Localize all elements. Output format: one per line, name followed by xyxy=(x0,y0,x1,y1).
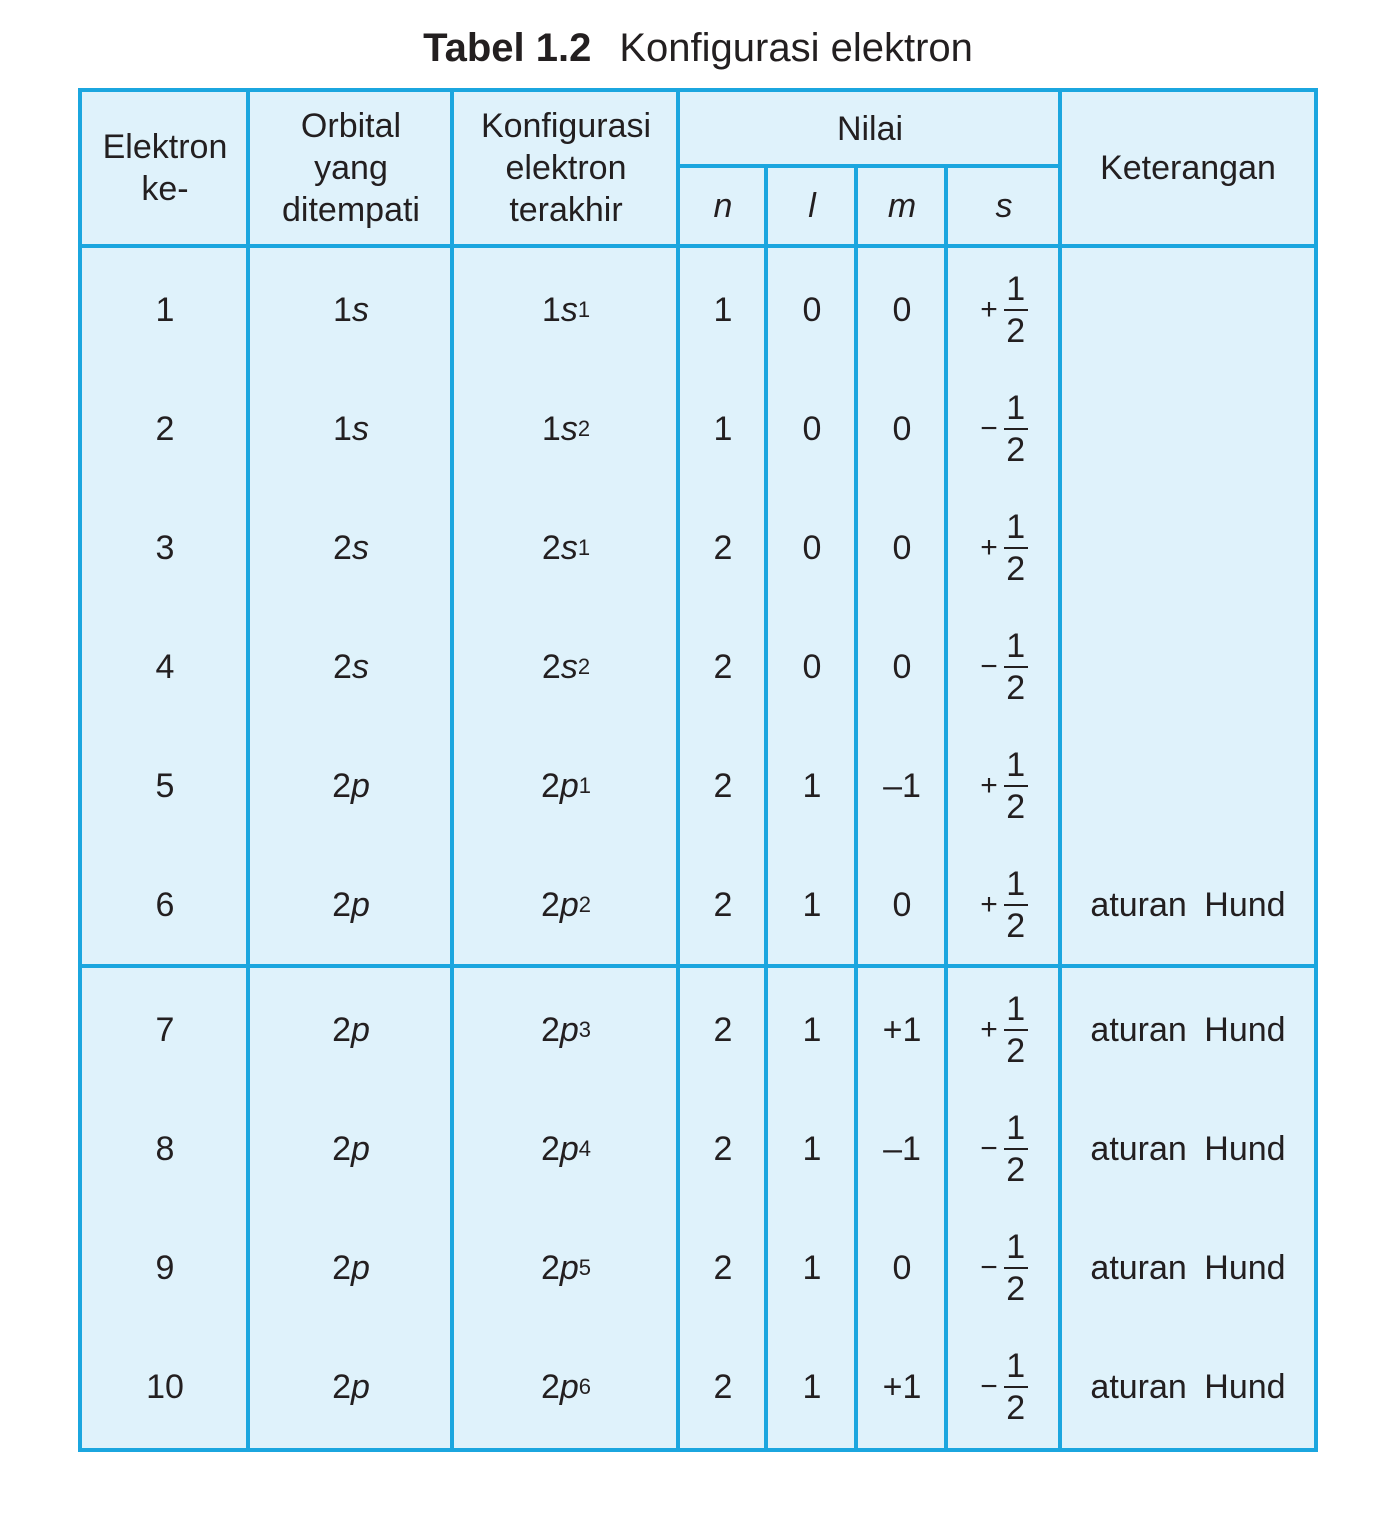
l-value: 1 xyxy=(802,1010,822,1049)
m-value: 0 xyxy=(892,409,912,448)
cell-s xyxy=(948,1089,1060,1208)
fraction-bar xyxy=(1004,904,1028,906)
header-s: s xyxy=(995,187,1013,225)
cell-m xyxy=(858,1208,946,1327)
cell-n xyxy=(680,970,766,1089)
spin-sign: + xyxy=(980,887,998,921)
elektron-value: 7 xyxy=(155,1010,175,1049)
fraction-bar xyxy=(1004,428,1028,430)
cell-s xyxy=(948,970,1060,1089)
l-value: 0 xyxy=(802,409,822,448)
cell-l xyxy=(768,970,856,1089)
cell-elektron xyxy=(82,250,248,369)
table-title xyxy=(0,22,1396,74)
cell-keterangan xyxy=(1062,369,1314,488)
m-value: –1 xyxy=(883,1129,921,1168)
cell-n xyxy=(680,607,766,726)
cell-l xyxy=(768,369,856,488)
cell-konfigurasi: 2 s 2 xyxy=(541,647,591,686)
cell-orbital xyxy=(250,1208,452,1327)
m-value: 0 xyxy=(892,885,912,924)
table-grid-line xyxy=(450,88,454,1452)
config-letter: s xyxy=(560,290,578,329)
cell-m xyxy=(858,1089,946,1208)
spin-fraction xyxy=(980,271,1028,349)
cell-l xyxy=(768,250,856,369)
header-n: n xyxy=(713,187,733,225)
cell-n xyxy=(680,250,766,369)
spin-sign: + xyxy=(980,768,998,802)
orbital-letter: p xyxy=(351,885,370,924)
table-grid-line xyxy=(78,88,82,1452)
n-value: 2 xyxy=(713,647,733,686)
cell-keterangan xyxy=(1062,488,1314,607)
spin-fraction xyxy=(980,747,1028,825)
spin-numerator: 1 xyxy=(1006,388,1026,427)
keterangan-value: aturan Hund xyxy=(1090,1010,1286,1049)
n-value: 2 xyxy=(713,1010,733,1049)
cell-keterangan xyxy=(1062,726,1314,845)
spin-numerator: 1 xyxy=(1006,1227,1026,1266)
spin-numerator: 1 xyxy=(1006,864,1026,903)
n-value: 2 xyxy=(713,1367,733,1406)
n-value: 2 xyxy=(713,766,733,805)
config-letter: s xyxy=(560,409,578,448)
header-l: l xyxy=(808,187,816,225)
cell-m xyxy=(858,488,946,607)
header-nilai: Nilai xyxy=(836,110,904,148)
keterangan-value: aturan Hund xyxy=(1090,1367,1286,1406)
orbital-number: 1 xyxy=(333,409,352,448)
cell-elektron xyxy=(82,970,248,1089)
cell-elektron xyxy=(82,845,248,964)
spin-denominator: 2 xyxy=(1006,787,1026,826)
cell-konfigurasi: 2 p 2 xyxy=(540,885,592,924)
m-value: 0 xyxy=(892,1248,912,1287)
orbital-number: 2 xyxy=(333,528,352,567)
cell-orbital xyxy=(250,369,452,488)
spin-sign: − xyxy=(980,649,998,683)
cell-m xyxy=(858,250,946,369)
cell-orbital xyxy=(250,1327,452,1446)
table-grid-line xyxy=(1314,88,1318,1452)
n-value: 2 xyxy=(713,1129,733,1168)
cell-keterangan xyxy=(1062,1208,1314,1327)
l-value: 0 xyxy=(802,290,822,329)
l-value: 0 xyxy=(802,647,822,686)
fraction-bar xyxy=(1004,547,1028,549)
m-value: 0 xyxy=(892,528,912,567)
spin-sign: − xyxy=(980,411,998,445)
spin-sign: + xyxy=(980,1012,998,1046)
cell-orbital xyxy=(250,488,452,607)
cell-s xyxy=(948,1327,1060,1446)
spin-denominator: 2 xyxy=(1006,1388,1026,1427)
config-letter: p xyxy=(559,1010,579,1049)
config-base: 2 xyxy=(540,1248,560,1287)
cell-s xyxy=(948,607,1060,726)
cell-orbital xyxy=(250,970,452,1089)
cell-s xyxy=(948,726,1060,845)
elektron-value: 1 xyxy=(155,290,175,329)
table-grid-line xyxy=(78,964,1318,968)
table-grid-line xyxy=(944,164,948,1452)
elektron-value: 9 xyxy=(155,1248,175,1287)
elektron-value: 10 xyxy=(146,1367,184,1406)
header-elektron: Elektron ke- xyxy=(102,128,228,208)
table-grid-line xyxy=(246,88,250,1452)
elektron-value: 3 xyxy=(155,528,175,567)
table-grid-line xyxy=(676,88,680,1452)
cell-elektron xyxy=(82,1089,248,1208)
spin-denominator: 2 xyxy=(1006,430,1026,469)
spin-fraction xyxy=(980,1348,1028,1426)
config-letter: p xyxy=(559,1367,579,1406)
cell-elektron xyxy=(82,1327,248,1446)
orbital-number: 2 xyxy=(332,885,351,924)
orbital-number: 2 xyxy=(332,766,351,805)
cell-konfigurasi: 2 p 5 xyxy=(540,1248,592,1287)
cell-konfigurasi: 1 s 2 xyxy=(541,409,591,448)
spin-fraction xyxy=(980,390,1028,468)
cell-l xyxy=(768,1208,856,1327)
spin-numerator: 1 xyxy=(1006,626,1026,665)
cell-n xyxy=(680,1327,766,1446)
config-base: 2 xyxy=(541,647,561,686)
config-letter: p xyxy=(559,766,579,805)
spin-fraction xyxy=(980,1110,1028,1188)
fraction-bar xyxy=(1004,666,1028,668)
cell-s xyxy=(948,369,1060,488)
cell-orbital xyxy=(250,607,452,726)
m-value: +1 xyxy=(882,1367,922,1406)
cell-keterangan xyxy=(1062,1327,1314,1446)
cell-elektron xyxy=(82,369,248,488)
cell-l xyxy=(768,726,856,845)
table-grid-line xyxy=(854,164,858,1452)
orbital-letter: s xyxy=(351,409,369,448)
m-value: +1 xyxy=(882,1010,922,1049)
spin-fraction xyxy=(980,509,1028,587)
table-grid-line xyxy=(78,1448,1318,1452)
fraction-bar xyxy=(1004,1029,1028,1031)
cell-s xyxy=(948,250,1060,369)
table-grid-line xyxy=(78,244,1318,248)
elektron-value: 2 xyxy=(155,409,175,448)
cell-elektron xyxy=(82,726,248,845)
orbital-letter: s xyxy=(351,647,369,686)
cell-l xyxy=(768,1089,856,1208)
l-value: 1 xyxy=(802,1248,822,1287)
cell-n xyxy=(680,1089,766,1208)
fraction-bar xyxy=(1004,785,1028,787)
fraction-bar xyxy=(1004,1148,1028,1150)
cell-keterangan xyxy=(1062,607,1314,726)
spin-sign: + xyxy=(980,530,998,564)
spin-fraction xyxy=(980,991,1028,1069)
cell-m xyxy=(858,1327,946,1446)
orbital-number: 2 xyxy=(332,1129,351,1168)
orbital-letter: p xyxy=(351,1129,370,1168)
config-letter: p xyxy=(559,885,579,924)
spin-fraction xyxy=(980,866,1028,944)
spin-fraction xyxy=(980,1229,1028,1307)
config-base: 1 xyxy=(541,409,561,448)
header-m: m xyxy=(887,187,917,225)
cell-l xyxy=(768,845,856,964)
n-value: 2 xyxy=(713,528,733,567)
spin-denominator: 2 xyxy=(1006,549,1026,588)
spin-sign: − xyxy=(980,1131,998,1165)
n-value: 1 xyxy=(713,290,733,329)
cell-n xyxy=(680,726,766,845)
config-base: 2 xyxy=(540,1129,560,1168)
config-letter: p xyxy=(559,1248,579,1287)
header-orbital: Orbital yang ditempati xyxy=(282,107,420,229)
header-konfigurasi: Konfigurasi elektron terakhir xyxy=(480,107,652,229)
cell-konfigurasi: 2 p 4 xyxy=(540,1129,592,1168)
elektron-value: 8 xyxy=(155,1129,175,1168)
elektron-value: 5 xyxy=(155,766,175,805)
config-base: 2 xyxy=(540,1010,560,1049)
orbital-number: 2 xyxy=(332,1367,351,1406)
cell-m xyxy=(858,970,946,1089)
spin-numerator: 1 xyxy=(1006,1108,1026,1147)
orbital-number: 2 xyxy=(333,647,352,686)
config-base: 2 xyxy=(541,528,561,567)
orbital-number: 1 xyxy=(333,290,352,329)
cell-keterangan xyxy=(1062,845,1314,964)
spin-sign: + xyxy=(980,292,998,326)
l-value: 1 xyxy=(802,1129,822,1168)
orbital-number: 2 xyxy=(332,1010,351,1049)
orbital-letter: s xyxy=(351,290,369,329)
electron-configuration-table xyxy=(78,88,1318,1452)
cell-konfigurasi: 2 p 3 xyxy=(540,1010,592,1049)
header-keterangan: Keterangan xyxy=(1100,149,1276,187)
cell-n xyxy=(680,369,766,488)
table-grid-line xyxy=(678,164,1062,168)
table-number: Tabel 1.2 xyxy=(423,26,592,70)
fraction-bar xyxy=(1004,1267,1028,1269)
cell-orbital xyxy=(250,845,452,964)
spin-numerator: 1 xyxy=(1006,507,1026,546)
cell-n xyxy=(680,845,766,964)
keterangan-value: aturan Hund xyxy=(1090,1129,1286,1168)
cell-n xyxy=(680,488,766,607)
spin-numerator: 1 xyxy=(1006,989,1026,1028)
cell-keterangan xyxy=(1062,970,1314,1089)
l-value: 0 xyxy=(802,528,822,567)
config-letter: p xyxy=(559,1129,579,1168)
l-value: 1 xyxy=(802,766,822,805)
cell-elektron xyxy=(82,607,248,726)
keterangan-value: aturan Hund xyxy=(1090,885,1286,924)
cell-elektron xyxy=(82,1208,248,1327)
spin-numerator: 1 xyxy=(1006,1346,1026,1385)
cell-keterangan xyxy=(1062,1089,1314,1208)
orbital-letter: p xyxy=(351,1367,370,1406)
m-value: 0 xyxy=(892,647,912,686)
spin-numerator: 1 xyxy=(1006,745,1026,784)
cell-l xyxy=(768,607,856,726)
cell-m xyxy=(858,726,946,845)
spin-denominator: 2 xyxy=(1006,1269,1026,1308)
cell-s xyxy=(948,488,1060,607)
keterangan-value: aturan Hund xyxy=(1090,1248,1286,1287)
config-letter: s xyxy=(560,647,578,686)
cell-elektron xyxy=(82,488,248,607)
orbital-letter: p xyxy=(351,1010,370,1049)
l-value: 1 xyxy=(802,1367,822,1406)
cell-s xyxy=(948,845,1060,964)
cell-orbital xyxy=(250,1089,452,1208)
spin-numerator: 1 xyxy=(1006,269,1026,308)
fraction-bar xyxy=(1004,309,1028,311)
spin-denominator: 2 xyxy=(1006,311,1026,350)
cell-orbital xyxy=(250,250,452,369)
table-grid-line xyxy=(78,88,1318,92)
config-letter: s xyxy=(560,528,578,567)
cell-m xyxy=(858,607,946,726)
table-caption: Konfigurasi elektron xyxy=(619,26,973,70)
cell-s xyxy=(948,1208,1060,1327)
cell-konfigurasi: 1 s 1 xyxy=(541,290,591,329)
spin-denominator: 2 xyxy=(1006,1150,1026,1189)
cell-m xyxy=(858,845,946,964)
config-base: 2 xyxy=(540,885,560,924)
m-value: –1 xyxy=(883,766,921,805)
cell-konfigurasi: 2 p 6 xyxy=(540,1367,592,1406)
spin-denominator: 2 xyxy=(1006,1031,1026,1070)
l-value: 1 xyxy=(802,885,822,924)
n-value: 2 xyxy=(713,1248,733,1287)
cell-keterangan xyxy=(1062,250,1314,369)
cell-n xyxy=(680,1208,766,1327)
spin-sign: − xyxy=(980,1250,998,1284)
table-grid-line xyxy=(764,164,768,1452)
config-base: 2 xyxy=(540,766,560,805)
n-value: 2 xyxy=(713,885,733,924)
orbital-number: 2 xyxy=(332,1248,351,1287)
config-base: 1 xyxy=(541,290,561,329)
n-value: 1 xyxy=(713,409,733,448)
cell-konfigurasi: 2 s 1 xyxy=(541,528,591,567)
elektron-value: 6 xyxy=(155,885,175,924)
orbital-letter: s xyxy=(351,528,369,567)
elektron-value: 4 xyxy=(155,647,175,686)
spin-sign: − xyxy=(980,1369,998,1403)
cell-l xyxy=(768,488,856,607)
spin-denominator: 2 xyxy=(1006,906,1026,945)
m-value: 0 xyxy=(892,290,912,329)
orbital-letter: p xyxy=(351,766,370,805)
cell-orbital xyxy=(250,726,452,845)
table-grid-line xyxy=(1058,88,1062,1452)
orbital-letter: p xyxy=(351,1248,370,1287)
cell-l xyxy=(768,1327,856,1446)
spin-denominator: 2 xyxy=(1006,668,1026,707)
cell-konfigurasi: 2 p 1 xyxy=(540,766,592,805)
fraction-bar xyxy=(1004,1386,1028,1388)
cell-m xyxy=(858,369,946,488)
config-base: 2 xyxy=(540,1367,560,1406)
spin-fraction xyxy=(980,628,1028,706)
